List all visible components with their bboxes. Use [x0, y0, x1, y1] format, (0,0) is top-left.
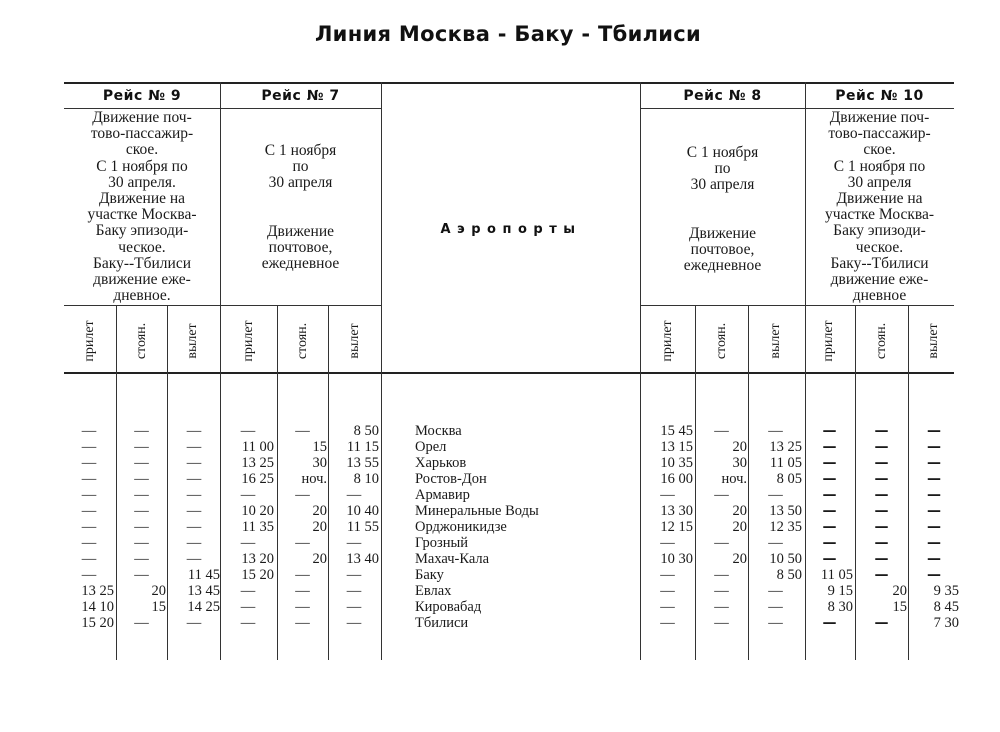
- f9-arrival-cell: —: [81, 439, 97, 455]
- f9-stop-cell: —: [134, 439, 149, 455]
- f10-stop-cell: —: [874, 615, 889, 631]
- note-line: [640, 210, 805, 226]
- f9-stop-cell: —: [134, 551, 149, 567]
- f9-departure-cell: 14 25: [187, 599, 220, 615]
- f8-arrival-cell: —: [660, 583, 675, 599]
- note-line: С 1 ноября: [264, 142, 337, 159]
- f7-stop-cell: —: [295, 487, 310, 503]
- f8-arrival-cell: 12 15: [660, 519, 693, 535]
- airport-name: Минеральные Воды: [415, 503, 539, 519]
- f7-departure-cell: 13 55: [346, 455, 379, 471]
- f10-departure-cell: —: [927, 551, 941, 567]
- airport-name: Евлах: [415, 583, 452, 599]
- f8-stop-cell: —: [714, 423, 729, 439]
- f10-departure-cell: —: [927, 535, 941, 551]
- subheader-arrival: прилет: [82, 320, 97, 362]
- f8-departure-cell: 13 50: [769, 503, 802, 519]
- f8-stop-cell: —: [714, 535, 729, 551]
- f7-stop-cell: 30: [312, 455, 327, 471]
- f8-departure-cell: —: [768, 487, 783, 503]
- f8-stop-cell: 20: [732, 519, 747, 535]
- note-line: С 1 ноября: [686, 144, 759, 161]
- note-line: участке Москва-: [87, 206, 197, 224]
- subheader-departure: вылет: [347, 323, 362, 359]
- note-line: Баку--Тбилиси: [830, 254, 929, 272]
- f8-stop-cell: —: [714, 487, 729, 503]
- note-line: Движение на: [98, 190, 186, 208]
- flight-note-9: [64, 110, 220, 304]
- f9-arrival-cell: —: [81, 567, 97, 583]
- f9-departure-cell: —: [186, 551, 202, 567]
- airport-name: Махач-Кала: [415, 551, 490, 567]
- f10-arrival-cell: —: [822, 503, 837, 519]
- f8-departure-cell: —: [768, 423, 783, 439]
- note-line: почтовое,: [690, 241, 755, 259]
- airport-name: Ростов-Дон: [415, 471, 487, 487]
- table-row: [0, 423, 1000, 439]
- f9-stop-cell: —: [134, 423, 149, 439]
- f8-arrival-cell: 16 00: [660, 471, 693, 487]
- airport-name: Орджоникидзе: [415, 519, 507, 535]
- flight-note-7: [220, 143, 381, 273]
- note-line: Движение: [266, 222, 335, 240]
- f10-departure-cell: —: [927, 519, 941, 535]
- note-line: С 1 ноября по: [96, 157, 188, 175]
- f9-departure-cell: —: [186, 503, 202, 519]
- f10-arrival-cell: —: [822, 455, 837, 471]
- table-row: [0, 583, 1000, 599]
- note-rule-left: [64, 305, 381, 306]
- f8-departure-cell: —: [768, 615, 783, 631]
- f9-arrival-cell: —: [81, 471, 97, 487]
- subheader-departure: вылет: [768, 323, 783, 359]
- airport-name: Кировабад: [415, 599, 482, 615]
- f10-departure-cell: —: [927, 439, 941, 455]
- note-line: 30 апреля.: [108, 173, 176, 191]
- flight-label-7: Рейс № 7: [261, 88, 340, 104]
- f10-stop-cell: —: [874, 519, 889, 535]
- note-line: С 1 ноября по: [833, 157, 926, 175]
- f7-arrival-cell: 15 20: [241, 567, 274, 583]
- f7-departure-cell: 8 10: [353, 471, 379, 487]
- f9-departure-cell: —: [186, 455, 202, 471]
- note-line: дневное: [852, 287, 907, 305]
- f7-stop-cell: —: [295, 599, 310, 615]
- note-line: ежедневное: [261, 255, 340, 273]
- f10-departure-cell: —: [927, 487, 941, 503]
- airport-name: Тбилиси: [415, 615, 469, 631]
- note-line: ческое.: [855, 238, 904, 256]
- f7-departure-cell: 13 40: [346, 551, 379, 567]
- f10-arrival-cell: —: [822, 535, 837, 551]
- f9-stop-cell: —: [134, 535, 149, 551]
- f7-arrival-cell: 13 25: [241, 455, 274, 471]
- f9-departure-cell: —: [186, 439, 202, 455]
- f10-departure-cell: 7 30: [933, 615, 959, 631]
- f9-arrival-cell: 13 25: [81, 583, 114, 599]
- f7-stop-cell: —: [295, 583, 310, 599]
- f7-departure-cell: —: [346, 567, 362, 583]
- f9-arrival-cell: —: [81, 423, 97, 439]
- f7-arrival-cell: —: [240, 615, 256, 631]
- f7-stop-cell: 20: [312, 503, 327, 519]
- f9-stop-cell: —: [134, 519, 149, 535]
- f8-departure-cell: 10 50: [769, 551, 802, 567]
- f7-departure-cell: —: [346, 615, 362, 631]
- note-line: Баку эпизоди-: [833, 222, 926, 240]
- f10-stop-cell: —: [874, 471, 889, 487]
- note-line: 30 апреля: [847, 173, 912, 191]
- f7-stop-cell: —: [295, 535, 310, 551]
- f7-stop-cell: —: [295, 567, 310, 583]
- f9-departure-cell: —: [186, 615, 202, 631]
- f9-departure-cell: —: [186, 471, 202, 487]
- f7-stop-cell: —: [295, 423, 310, 439]
- f7-departure-cell: 11 15: [346, 439, 379, 455]
- f8-arrival-cell: 13 15: [660, 439, 693, 455]
- f7-departure-cell: —: [346, 487, 362, 503]
- f7-departure-cell: 11 55: [346, 519, 379, 535]
- f8-arrival-cell: 15 45: [660, 423, 693, 439]
- table-row: [0, 615, 1000, 631]
- f10-departure-cell: —: [927, 503, 941, 519]
- f7-arrival-cell: 16 25: [241, 471, 274, 487]
- f10-departure-cell: —: [927, 567, 941, 583]
- f10-stop-cell: —: [874, 423, 889, 439]
- note-line: тово-пассажир-: [828, 125, 931, 143]
- f7-arrival-cell: 10 20: [241, 503, 274, 519]
- table-row: [0, 551, 1000, 567]
- f8-stop-cell: ноч.: [721, 471, 747, 487]
- table-row: [0, 471, 1000, 487]
- f9-arrival-cell: —: [81, 535, 97, 551]
- f8-arrival-cell: —: [660, 487, 675, 503]
- f7-arrival-cell: —: [240, 487, 256, 503]
- f10-stop-cell: —: [874, 535, 889, 551]
- f7-arrival-cell: —: [240, 535, 256, 551]
- table-row: [0, 567, 1000, 583]
- note-line: движение еже-: [830, 271, 929, 289]
- f9-stop-cell: —: [134, 503, 149, 519]
- subheader-departure: вылет: [926, 323, 941, 359]
- f9-departure-cell: 13 45: [187, 583, 220, 599]
- f9-stop-cell: —: [134, 471, 149, 487]
- flight-label-8: Рейс № 8: [683, 88, 762, 104]
- note-line: ежедневное: [683, 257, 762, 275]
- f8-stop-cell: —: [714, 615, 729, 631]
- note-line: почтовое,: [268, 239, 333, 257]
- table-row: [0, 535, 1000, 551]
- table-row: [0, 487, 1000, 503]
- f8-departure-cell: 8 05: [776, 471, 802, 487]
- f9-departure-cell: —: [186, 487, 202, 503]
- note-line: 30 апреля: [690, 176, 755, 194]
- f7-stop-cell: 15: [312, 439, 327, 455]
- subheader-stop: стоян.: [295, 322, 310, 360]
- f9-arrival-cell: —: [81, 551, 97, 567]
- flight-note-8: [640, 145, 805, 275]
- subheader-departure: вылет: [185, 323, 200, 359]
- f9-stop-cell: 15: [151, 599, 166, 615]
- f8-arrival-cell: 10 30: [660, 551, 693, 567]
- note-line: ское.: [125, 141, 159, 159]
- f10-arrival-cell: —: [822, 423, 837, 439]
- f10-arrival-cell: 11 05: [820, 567, 853, 583]
- f10-arrival-cell: —: [822, 519, 837, 535]
- subheader-arrival: прилет: [241, 320, 256, 362]
- f7-arrival-cell: —: [240, 583, 256, 599]
- f8-departure-cell: 13 25: [769, 439, 802, 455]
- airport-name: Харьков: [415, 455, 467, 471]
- f10-departure-cell: 8 45: [933, 599, 959, 615]
- f8-arrival-cell: 13 30: [660, 503, 693, 519]
- f7-stop-cell: ноч.: [301, 471, 327, 487]
- f8-stop-cell: —: [714, 583, 729, 599]
- subheader-stop: стоян.: [874, 322, 889, 360]
- table-row: [0, 599, 1000, 615]
- f7-stop-cell: —: [295, 615, 310, 631]
- f10-departure-cell: —: [927, 455, 941, 471]
- airport-name: Грозный: [415, 535, 468, 551]
- schedule-table: [0, 423, 1000, 639]
- note-line: Баку эпизоди-: [95, 222, 189, 240]
- f10-stop-cell: —: [874, 567, 889, 583]
- subheader-arrival: прилет: [821, 320, 836, 362]
- f7-departure-cell: —: [346, 583, 362, 599]
- f7-arrival-cell: 11 35: [241, 519, 274, 535]
- f7-departure-cell: 10 40: [346, 503, 379, 519]
- airport-name: Москва: [415, 423, 462, 439]
- note-line: тово-пассажир-: [90, 125, 194, 143]
- f8-stop-cell: —: [714, 567, 729, 583]
- note-line: дневное.: [113, 287, 171, 305]
- f10-arrival-cell: 9 15: [827, 583, 853, 599]
- flight-label-9: Рейс № 9: [102, 88, 182, 104]
- table-row: [0, 503, 1000, 519]
- f9-stop-cell: —: [134, 615, 149, 631]
- subheader-stop: стоян.: [134, 322, 149, 360]
- note-line: по: [292, 158, 309, 176]
- f9-arrival-cell: —: [81, 487, 97, 503]
- f8-departure-cell: 8 50: [776, 567, 802, 583]
- airport-name: Баку: [415, 567, 444, 583]
- f9-arrival-cell: 15 20: [81, 615, 114, 631]
- note-line: Движение: [688, 224, 757, 242]
- f8-stop-cell: 20: [732, 551, 747, 567]
- f10-arrival-cell: —: [822, 471, 837, 487]
- top-rule: [64, 82, 954, 84]
- f7-arrival-cell: 11 00: [241, 439, 274, 455]
- airport-name: Орел: [415, 439, 447, 455]
- note-line: ское.: [863, 141, 896, 159]
- note-line: движение еже-: [93, 271, 191, 289]
- f7-departure-cell: —: [346, 599, 362, 615]
- flight-label-10: Рейс № 10: [835, 88, 924, 104]
- table-row: [0, 455, 1000, 471]
- f8-departure-cell: 12 35: [769, 519, 802, 535]
- f10-stop-cell: —: [874, 455, 889, 471]
- note-line: Движение поч-: [92, 109, 192, 126]
- note-line: [640, 194, 805, 210]
- f9-stop-cell: —: [134, 567, 149, 583]
- f8-arrival-cell: —: [660, 567, 675, 583]
- note-line: ческое.: [118, 238, 166, 256]
- f9-stop-cell: 20: [151, 583, 166, 599]
- f8-stop-cell: 30: [732, 455, 747, 471]
- page-title: Линия Москва - Баку - Тбилиси: [314, 22, 702, 46]
- f9-arrival-cell: —: [81, 519, 97, 535]
- f9-arrival-cell: —: [81, 503, 97, 519]
- f7-departure-cell: 8 50: [353, 423, 379, 439]
- f10-stop-cell: 15: [892, 599, 907, 615]
- f8-departure-cell: —: [768, 583, 783, 599]
- subheader-arrival: прилет: [660, 320, 675, 362]
- note-line: по: [714, 160, 731, 178]
- f9-departure-cell: —: [186, 519, 202, 535]
- f8-stop-cell: —: [714, 599, 729, 615]
- f9-departure-cell: —: [186, 423, 202, 439]
- f8-arrival-cell: —: [660, 615, 675, 631]
- airports-header: Аэропорты: [440, 222, 582, 237]
- f10-stop-cell: —: [874, 439, 889, 455]
- flight-note-10: [805, 110, 954, 304]
- note-line: [220, 208, 381, 224]
- f8-arrival-cell: —: [660, 599, 675, 615]
- f9-departure-cell: —: [186, 535, 202, 551]
- f7-stop-cell: 20: [312, 551, 327, 567]
- f8-departure-cell: 11 05: [769, 455, 802, 471]
- f9-arrival-cell: 14 10: [81, 599, 114, 615]
- f10-departure-cell: —: [927, 471, 941, 487]
- f9-stop-cell: —: [134, 487, 149, 503]
- f10-stop-cell: —: [874, 503, 889, 519]
- f9-departure-cell: 11 45: [187, 567, 220, 583]
- table-row: [0, 439, 1000, 455]
- f7-stop-cell: 20: [312, 519, 327, 535]
- f8-arrival-cell: —: [660, 535, 675, 551]
- f9-stop-cell: —: [134, 455, 149, 471]
- f10-arrival-cell: —: [822, 439, 837, 455]
- airport-name: Армавир: [415, 487, 470, 503]
- note-line: Движение на: [836, 190, 923, 208]
- f8-stop-cell: 20: [732, 439, 747, 455]
- note-line: [220, 192, 381, 208]
- f10-stop-cell: —: [874, 487, 889, 503]
- subheader-stop: стоян.: [714, 322, 729, 360]
- note-line: Баку--Тбилиси: [92, 254, 192, 272]
- f8-departure-cell: —: [768, 599, 783, 615]
- table-row: [0, 519, 1000, 535]
- f9-arrival-cell: —: [81, 455, 97, 471]
- f7-departure-cell: —: [346, 535, 362, 551]
- f10-departure-cell: —: [927, 423, 941, 439]
- note-line: Движение поч-: [829, 109, 930, 126]
- f8-departure-cell: —: [768, 535, 783, 551]
- f10-arrival-cell: —: [822, 615, 837, 631]
- f7-arrival-cell: —: [240, 599, 256, 615]
- note-rule-right: [640, 305, 954, 306]
- note-line: 30 апреля: [268, 174, 333, 192]
- f10-arrival-cell: —: [822, 551, 837, 567]
- f10-arrival-cell: —: [822, 487, 837, 503]
- f10-stop-cell: —: [874, 551, 889, 567]
- note-line: участке Москва-: [824, 206, 935, 224]
- f8-stop-cell: 20: [732, 503, 747, 519]
- f10-arrival-cell: 8 30: [827, 599, 853, 615]
- f10-departure-cell: 9 35: [933, 583, 959, 599]
- f8-arrival-cell: 10 35: [660, 455, 693, 471]
- f10-stop-cell: 20: [892, 583, 907, 599]
- f7-arrival-cell: 13 20: [241, 551, 274, 567]
- f7-arrival-cell: —: [240, 423, 256, 439]
